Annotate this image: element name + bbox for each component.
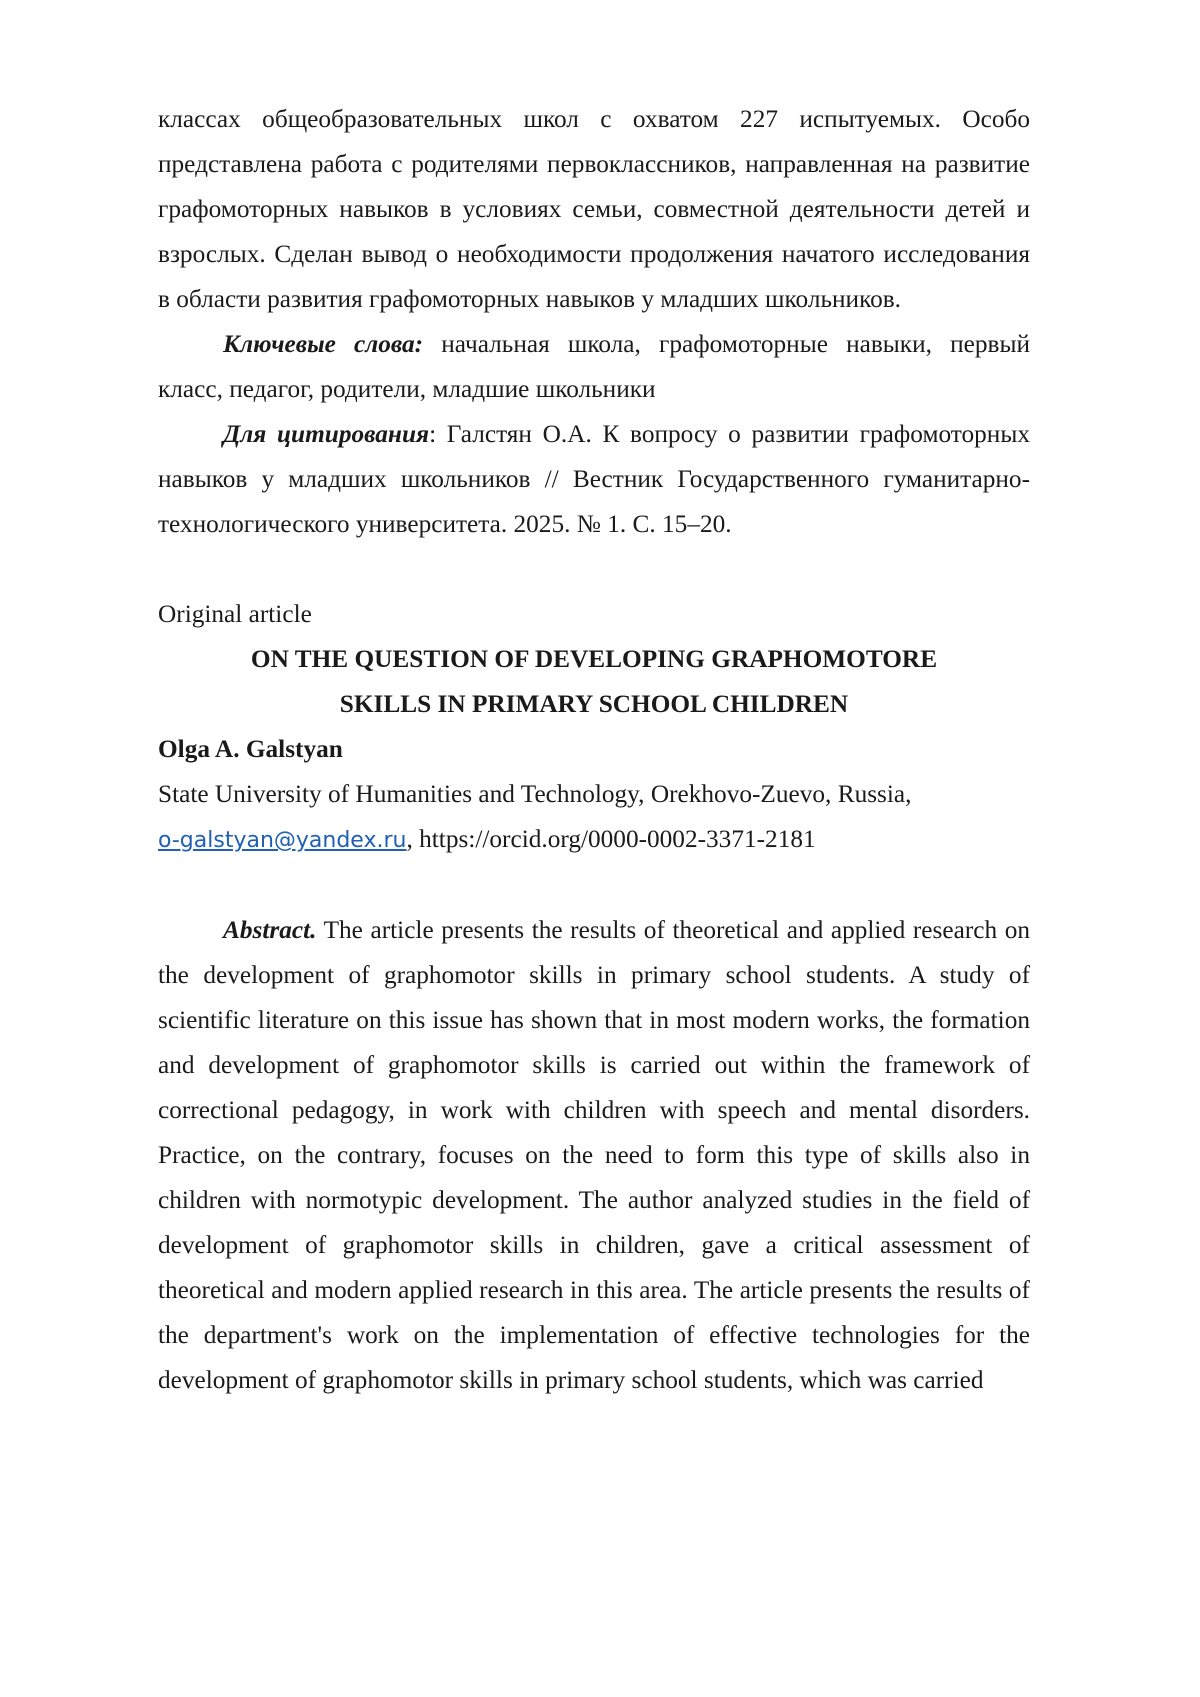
affiliation: State University of Humanities and Technology, Orekhovo-Zuevo, Russia, — [158, 780, 912, 808]
document-page — [158, 97, 1030, 1403]
citation-label: Для цитирования — [223, 420, 430, 448]
spacer — [158, 547, 1030, 592]
abstract-label: Abstract. — [223, 916, 317, 944]
orcid-text: , https://orcid.org/0000-0002-3371-2181 — [406, 825, 816, 853]
keywords-text: начальная школа, графомоторные навыки, первый класс, педагог, родители, младшие школьники — [158, 330, 1030, 403]
ru-abstract-continuation: классах общеобразовательных школ с охватом 227 испытуемых. Особо представлена работа с родителями первоклассников, направленная на развитие графомоторных навыков в условиях семьи, совместной деятельности детей и взрослых. Сделан вывод о необходимости продолжения начатого исследования в области развития графомоторных навыков у младших школьников. — [158, 105, 1030, 313]
article-type: Original article — [158, 600, 312, 628]
citation-text: : Галстян О.А. К вопросу о развитии графомоторных навыков у младших школьников // Вестник Государственного гуманитарно-технологического университета. 2025. № 1. С. 15–20. — [158, 420, 1030, 538]
spacer — [158, 863, 1030, 908]
abstract-text: The article presents the results of theoretical and applied research on the development of graphomotor skills in primary school students. A study of scientific literature on this issue has shown that in most modern works, the formation and development of graphomotor skills is carried out within the framework of correctional pedagogy, in work with children with speech and mental disorders. Practice, on the contrary, focuses on the need to form this type of skills also in children with normotypic development. The author analyzed studies in the field of development of graphomotor skills in children, gave a critical assessment of theoretical and modern applied research in this area. The article presents the results of the department's work on the implementation of effective technologies for the development of graphomotor skills in primary school students, which was carried — [158, 916, 1030, 1394]
title-line-1: ON THE QUESTION OF DEVELOPING GRAPHOMOTORE — [250, 645, 938, 673]
keywords-paragraph — [158, 322, 1030, 412]
contact-line — [158, 817, 1030, 863]
citation-paragraph — [158, 412, 1030, 547]
email-link[interactable]: o-galstyan@yandex.ru — [158, 828, 407, 853]
keywords-label: Ключевые слова: — [223, 330, 424, 358]
abstract-en-paragraph — [158, 908, 1030, 1403]
author-name: Olga A. Galstyan — [158, 735, 343, 763]
title-line-2: SKILLS IN PRIMARY SCHOOL CHILDREN — [339, 690, 849, 718]
